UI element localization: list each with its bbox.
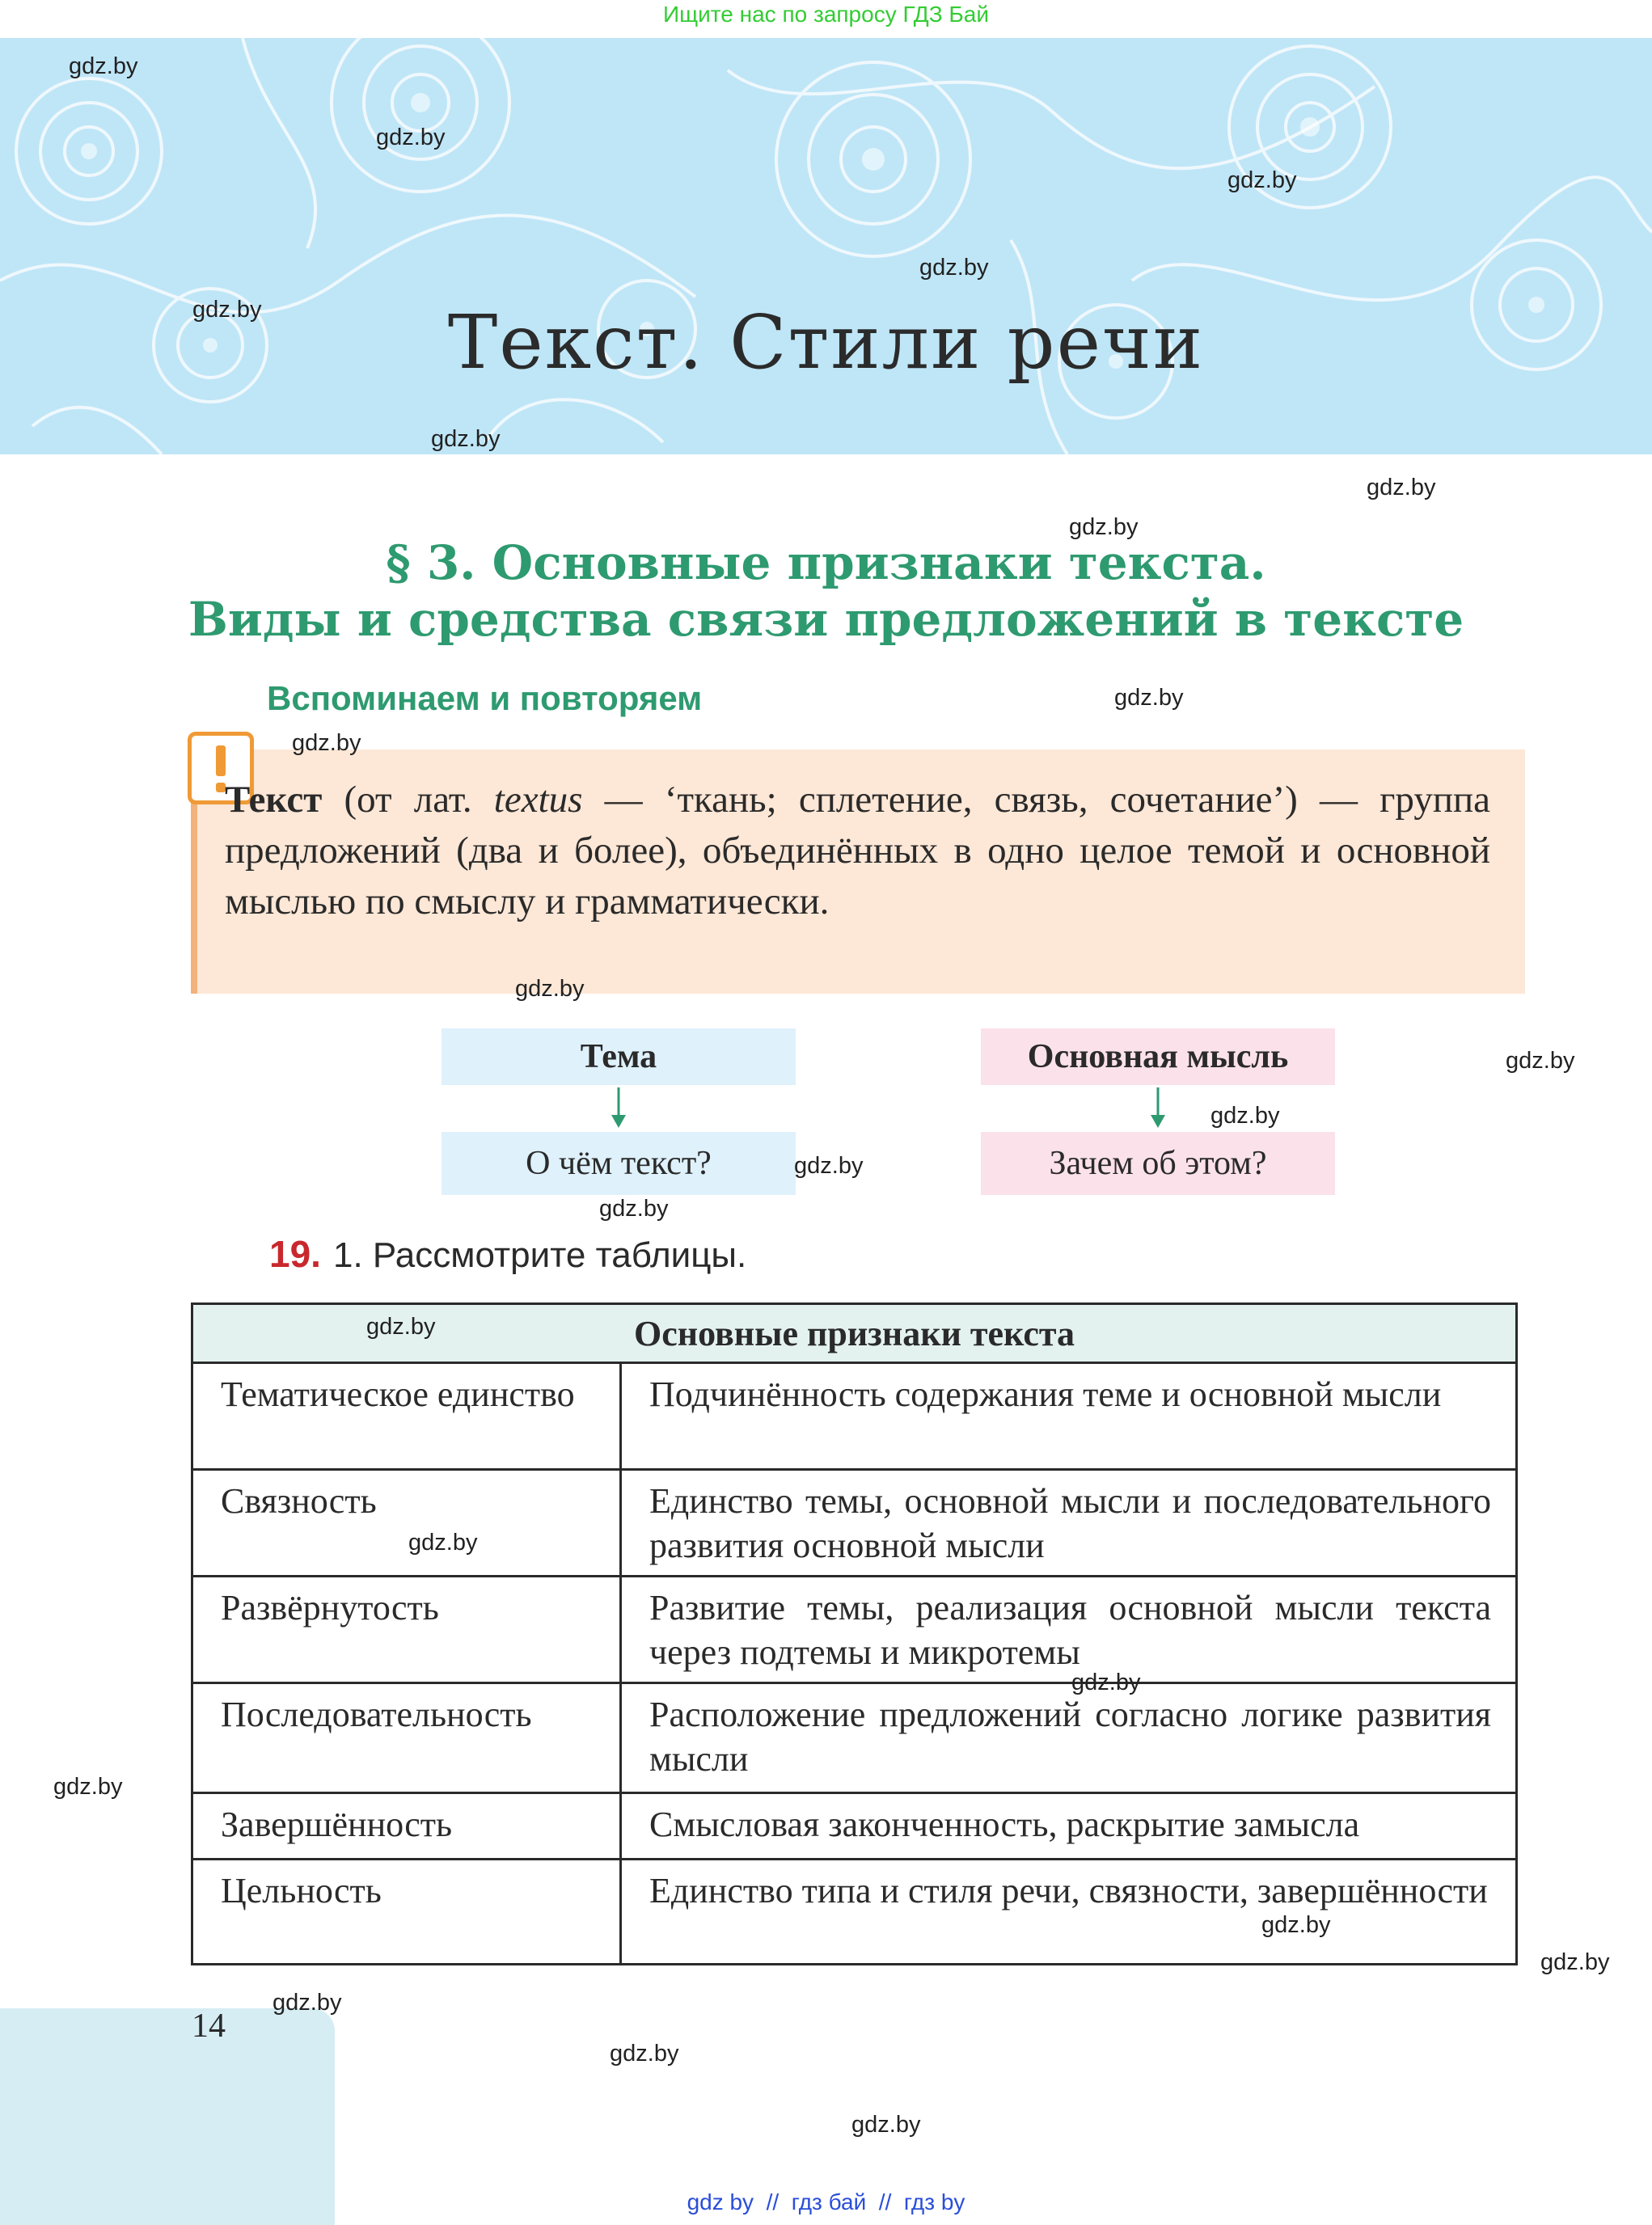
- definition-text: [225, 775, 1490, 927]
- table-row: [192, 1470, 1517, 1577]
- watermark: gdz.by: [1227, 167, 1297, 193]
- watermark: gdz.by: [1114, 685, 1184, 711]
- table-row: [192, 1793, 1517, 1860]
- watermark: gdz.by: [53, 1774, 123, 1800]
- task-text: 1. Рассмотрите таблицы.: [333, 1235, 747, 1275]
- table-header: Основные признаки текста: [192, 1304, 1517, 1363]
- watermark: gdz.by: [610, 2041, 679, 2067]
- idea-arrow-icon: [1146, 1087, 1170, 1129]
- watermark: gdz.by: [1367, 475, 1436, 500]
- table-row: [192, 1577, 1517, 1683]
- definition-lead: (от лат.: [322, 779, 494, 821]
- watermark: gdz.by: [431, 426, 501, 452]
- watermark: gdz.by: [515, 976, 585, 1002]
- theme-arrow-icon: [606, 1087, 631, 1129]
- description-cell: Смысловая законченность, раскрытие замысла: [621, 1793, 1517, 1860]
- recall-heading: Вспоминаем и повторяем: [267, 679, 703, 717]
- idea-question-box: Зачем об этом?: [981, 1132, 1335, 1195]
- definition-latin: textus: [493, 779, 583, 821]
- main-idea-box: Основная мысль: [981, 1028, 1335, 1085]
- theme-box: Тема: [442, 1028, 796, 1085]
- page-number: 14: [192, 2008, 226, 2045]
- feature-cell: Цельность: [192, 1860, 621, 1965]
- text-features-table: [191, 1302, 1518, 1965]
- watermark: gdz.by: [1210, 1103, 1280, 1129]
- feature-cell: Последовательность: [192, 1683, 621, 1793]
- feature-cell: Развёрнутость: [192, 1577, 621, 1683]
- top-promo-text: Ищите нас по запросу ГДЗ Бай: [662, 2, 990, 27]
- table-row: [192, 1683, 1517, 1793]
- section-title-line1: § 3. Основные признаки текста.: [386, 535, 1266, 590]
- table-row: [192, 1363, 1517, 1470]
- chapter-banner: [0, 38, 1652, 454]
- task-number: 19.: [269, 1233, 321, 1275]
- watermark: gdz.by: [408, 1530, 478, 1556]
- watermark: gdz.by: [919, 255, 989, 281]
- feature-cell: Связность: [192, 1470, 621, 1577]
- description-cell: Развитие темы, реализация основной мысли текста через подтемы и микротемы: [621, 1577, 1517, 1683]
- description-cell: Единство типа и стиля речи, связности, завершённости: [621, 1860, 1517, 1965]
- watermark: gdz.by: [192, 297, 262, 323]
- watermark: gdz.by: [1071, 1670, 1141, 1695]
- watermark: gdz.by: [599, 1196, 669, 1222]
- watermark: gdz.by: [851, 2112, 921, 2138]
- chapter-title: Текст. Стили речи: [447, 299, 1205, 386]
- theme-question-box: О чём текст?: [442, 1132, 796, 1195]
- section-title-line2: Виды и средства связи предложений в тексте: [188, 592, 1464, 647]
- watermark: gdz.by: [1540, 1949, 1610, 1975]
- definition-rest: — ‘ткань; сплетение, связь, сочетание’) — группа предложений (два и более), объединённых в одно целое темой и основной мыслью по смыслу и грамматически.: [225, 779, 1490, 923]
- definition-term: Текст: [225, 779, 323, 821]
- watermark: gdz.by: [1261, 1912, 1331, 1938]
- watermark: gdz.by: [794, 1153, 864, 1179]
- watermark: gdz.by: [1506, 1048, 1575, 1074]
- watermark: gdz.by: [273, 1990, 342, 2016]
- description-cell: Расположение предложений согласно логике развития мысли: [621, 1683, 1517, 1793]
- feature-cell: Завершённость: [192, 1793, 621, 1860]
- description-cell: Единство темы, основной мысли и последовательного развития основной мысли: [621, 1470, 1517, 1577]
- feature-cell: Тематическое единство: [192, 1363, 621, 1470]
- description-cell: Подчинённость содержания теме и основной мысли: [621, 1363, 1517, 1470]
- watermark: gdz.by: [1069, 514, 1139, 540]
- watermark: gdz.by: [366, 1314, 436, 1340]
- bottom-site-links[interactable]: gdz by // гдз бай // гдз by: [687, 2189, 965, 2214]
- lace-ornament: [0, 38, 1652, 454]
- watermark: gdz.by: [376, 125, 446, 150]
- watermark: gdz.by: [69, 53, 138, 79]
- watermark: gdz.by: [292, 730, 361, 756]
